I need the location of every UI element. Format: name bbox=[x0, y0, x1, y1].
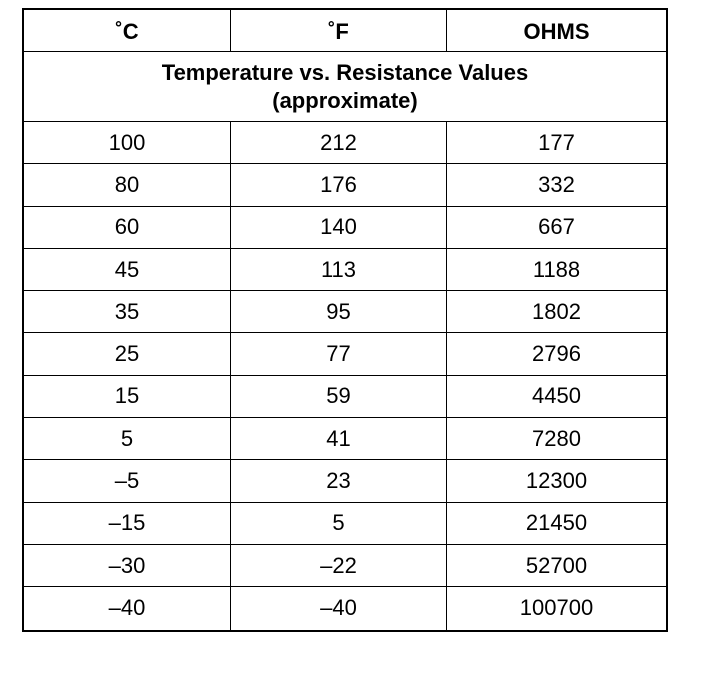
fahrenheit-cell: 41 bbox=[231, 418, 447, 459]
ohms-cell: 1802 bbox=[532, 298, 581, 324]
celsius-cell: 80 bbox=[24, 164, 231, 205]
table-row bbox=[24, 122, 666, 164]
table-title-line1: Temperature vs. Resistance Values bbox=[161, 59, 529, 85]
celsius-cell: 15 bbox=[24, 376, 231, 417]
header-ohms: OHMS bbox=[523, 18, 590, 44]
table-row bbox=[24, 418, 666, 460]
table-title bbox=[24, 52, 666, 122]
ohms-cell: 1188 bbox=[532, 256, 581, 282]
ohms-cell: 12300 bbox=[525, 468, 588, 494]
temperature-resistance-table bbox=[22, 8, 668, 632]
ohms-cell: 2796 bbox=[532, 341, 581, 367]
fahrenheit-cell: –22 bbox=[231, 545, 447, 586]
table-row bbox=[24, 376, 666, 418]
fahrenheit-cell: 77 bbox=[231, 333, 447, 374]
table-row bbox=[24, 291, 666, 333]
ohms-cell: 4450 bbox=[532, 383, 581, 409]
celsius-cell: 60 bbox=[24, 207, 231, 248]
fahrenheit-cell: 23 bbox=[231, 460, 447, 501]
ohms-cell: 7280 bbox=[532, 425, 581, 451]
ohms-cell: 667 bbox=[538, 214, 575, 240]
table-row bbox=[24, 587, 666, 629]
fahrenheit-cell: 212 bbox=[231, 122, 447, 163]
fahrenheit-cell: 113 bbox=[231, 249, 447, 290]
table-row bbox=[24, 164, 666, 206]
celsius-cell: 5 bbox=[24, 418, 231, 459]
celsius-cell: 45 bbox=[24, 249, 231, 290]
table-row bbox=[24, 249, 666, 291]
fahrenheit-cell: –40 bbox=[231, 587, 447, 629]
fahrenheit-cell: 140 bbox=[231, 207, 447, 248]
celsius-cell: –15 bbox=[24, 503, 231, 544]
header-fahrenheit: ˚F bbox=[231, 10, 447, 51]
ohms-cell: 100700 bbox=[519, 595, 594, 621]
table-row bbox=[24, 503, 666, 545]
header-row bbox=[24, 10, 666, 52]
table-row bbox=[24, 460, 666, 502]
celsius-cell: –40 bbox=[24, 587, 231, 629]
ohms-cell: 332 bbox=[538, 171, 575, 197]
celsius-cell: –5 bbox=[24, 460, 231, 501]
celsius-cell: 25 bbox=[24, 333, 231, 374]
header-celsius: ˚C bbox=[24, 10, 231, 51]
table-title-line2: (approximate) bbox=[272, 87, 418, 113]
celsius-cell: –30 bbox=[24, 545, 231, 586]
table-row bbox=[24, 207, 666, 249]
ohms-cell: 21450 bbox=[525, 510, 588, 536]
ohms-cell: 177 bbox=[538, 129, 575, 155]
fahrenheit-cell: 5 bbox=[231, 503, 447, 544]
fahrenheit-cell: 95 bbox=[231, 291, 447, 332]
ohms-cell: 52700 bbox=[525, 552, 588, 578]
table-row bbox=[24, 333, 666, 375]
fahrenheit-cell: 176 bbox=[231, 164, 447, 205]
fahrenheit-cell: 59 bbox=[231, 376, 447, 417]
celsius-cell: 100 bbox=[24, 122, 231, 163]
celsius-cell: 35 bbox=[24, 291, 231, 332]
table-row bbox=[24, 545, 666, 587]
